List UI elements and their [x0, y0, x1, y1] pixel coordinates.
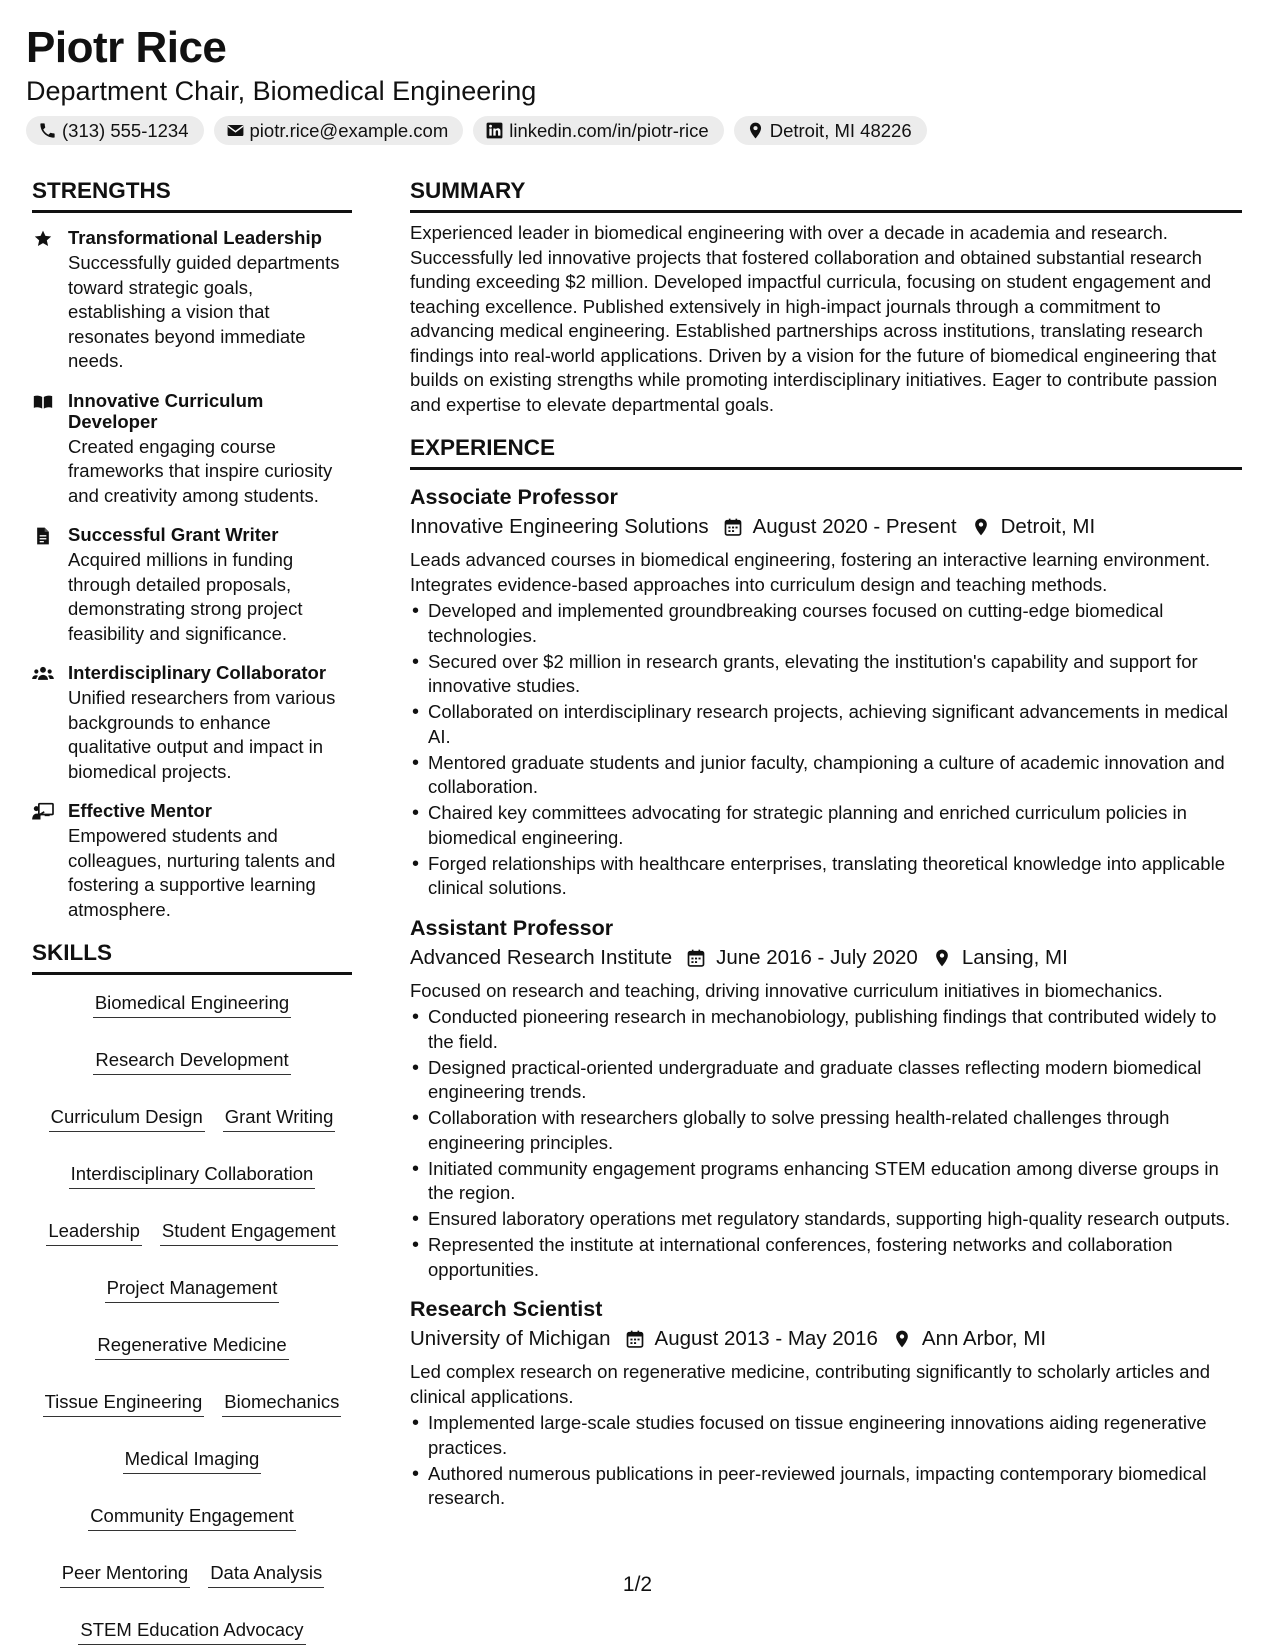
skill-tag: Tissue Engineering	[43, 1390, 205, 1417]
job-location: Lansing, MI	[961, 945, 1068, 969]
star-icon	[32, 227, 56, 374]
list-item: • Represented the institute at international conferences, fostering networks and collaboration opportunities.	[410, 1233, 1242, 1282]
strength-item	[32, 524, 352, 646]
job-description: Leads advanced courses in biomedical engineering, fostering an interactive learning environment. Integrates evidence-based approaches into curriculum design and teaching methods.	[410, 549, 1211, 595]
summary-text: Experienced leader in biomedical engineering with over a decade in academia and research. Successfully led innovative projects that fostered collaboration and obtained substantial research funding exceeding $2 million. Developed impactful curricula, focusing on student engagement and teaching excellence. Published extensively in high-impact journals through a commitment to advancing medical engineering. Established partnerships across institutions, translating research findings into real-world applications. Driven by a vision for the future of biomedical engineering that builds on existing strengths while promoting interdisciplinary initiatives. Eager to contribute passion and expertise to elevate departmental goals.	[410, 222, 1218, 415]
strengths-section	[32, 176, 352, 922]
job-location: Detroit, MI	[1000, 515, 1096, 538]
resume-header	[26, 22, 1246, 145]
contact-email-text: piotr.rice@example.com	[249, 119, 449, 141]
contact-linkedin[interactable]	[473, 116, 723, 145]
skill-tag: Grant Writing	[223, 1105, 336, 1132]
calendar-icon	[625, 1329, 655, 1349]
experience-heading: EXPERIENCE	[410, 433, 1242, 470]
contact-location-text: Detroit, MI 48226	[769, 119, 912, 141]
map-pin-icon	[971, 517, 1001, 537]
job-entry	[410, 1296, 1242, 1511]
strength-description: Acquired millions in funding through detailed proposals, demonstrating strong project feasibility and significance.	[68, 549, 303, 644]
linkedin-icon	[485, 121, 504, 140]
strength-description: Unified researchers from various backgrounds to enhance qualitative output and impact in biomedical projects.	[68, 687, 336, 782]
skills-heading: SKILLS	[32, 938, 352, 975]
job-meta	[410, 1325, 1242, 1353]
list-item: • Collaboration with researchers globally to solve pressing health-related challenges through engineering principles.	[410, 1106, 1242, 1155]
skill-tag: Research Development	[93, 1048, 290, 1075]
calendar-icon	[723, 517, 753, 537]
strength-title: Innovative Curriculum Developer	[68, 389, 264, 432]
strength-item	[32, 390, 352, 509]
strength-title: Successful Grant Writer	[68, 524, 279, 545]
map-pin-icon	[746, 121, 765, 140]
list-item: • Initiated community engagement programs enhancing STEM education among diverse groups in the region.	[410, 1157, 1242, 1206]
job-dates: August 2013 - May 2016	[654, 1327, 878, 1350]
teacher-icon	[32, 800, 56, 922]
contact-linkedin-text: linkedin.com/in/piotr-rice	[509, 119, 709, 141]
job-title: Assistant Professor	[410, 915, 614, 940]
skill-tag: Peer Mentoring	[60, 1561, 190, 1588]
job-meta	[410, 944, 1242, 972]
contact-phone-text: (313) 555-1234	[62, 119, 189, 141]
users-icon	[32, 662, 56, 784]
map-pin-icon	[892, 1329, 922, 1349]
strength-item	[32, 800, 352, 922]
list-item: • Mentored graduate students and junior faculty, championing a culture of academic innovation and collaboration.	[410, 751, 1242, 800]
skill-tag: Data Analysis	[208, 1561, 324, 1588]
skill-tag: Leadership	[46, 1219, 142, 1246]
skills-section	[32, 938, 352, 1645]
phone-icon	[38, 121, 57, 140]
list-item: • Ensured laboratory operations met regulatory standards, supporting high-quality research outputs.	[410, 1207, 1242, 1232]
strength-title: Transformational Leadership	[68, 227, 322, 248]
skill-tag: Project Management	[105, 1276, 280, 1303]
experience-section	[410, 433, 1242, 1511]
list-item: • Conducted pioneering research in mechanobiology, publishing findings that contributed widely to the field.	[410, 1005, 1242, 1054]
job-bullets	[410, 599, 1242, 901]
job-dates: June 2016 - July 2020	[716, 945, 918, 969]
job-title: Associate Professor	[410, 485, 618, 509]
skill-tag: Curriculum Design	[49, 1105, 205, 1132]
job-company: Advanced Research Institute	[410, 945, 673, 969]
strength-item	[32, 662, 352, 784]
job-location: Ann Arbor, MI	[921, 1327, 1047, 1350]
list-item: • Authored numerous publications in peer-reviewed journals, impacting contemporary biomedical research.	[410, 1462, 1242, 1511]
list-item: • Implemented large-scale studies focused on tissue engineering innovations aiding regenerative practices.	[410, 1411, 1242, 1460]
skill-tag: Medical Imaging	[123, 1447, 262, 1474]
map-pin-icon	[932, 948, 962, 968]
job-description: Focused on research and teaching, driving innovative curriculum initiatives in biomechanics.	[410, 979, 1163, 1001]
job-dates: August 2020 - Present	[752, 515, 957, 538]
envelope-icon	[226, 121, 245, 140]
strength-description: Created engaging course frameworks that inspire curiosity and creativity among students.	[68, 435, 333, 506]
job-company: Innovative Engineering Solutions	[410, 515, 709, 538]
summary-heading: SUMMARY	[410, 176, 1242, 213]
list-item: • Designed practical-oriented undergraduate and graduate classes reflecting modern biomedical engineering trends.	[410, 1056, 1242, 1105]
job-entry	[410, 915, 1242, 1283]
list-item: • Secured over $2 million in research grants, elevating the institution's capability and support for innovative studies.	[410, 650, 1242, 699]
job-title: Research Scientist	[410, 1297, 603, 1321]
list-item: • Collaborated on interdisciplinary research projects, achieving significant advancements in medical AI.	[410, 700, 1242, 749]
skill-tag: Biomedical Engineering	[93, 991, 291, 1018]
strengths-heading: STRENGTHS	[32, 176, 352, 213]
candidate-title: Department Chair, Biomedical Engineering	[26, 76, 537, 106]
contact-phone[interactable]	[26, 116, 204, 145]
job-bullets	[410, 1411, 1242, 1511]
skill-tag: Regenerative Medicine	[95, 1333, 288, 1360]
strength-item	[32, 227, 352, 374]
contact-email[interactable]	[214, 116, 464, 145]
strength-description: Empowered students and colleagues, nurturing talents and fostering a supportive learning atmosphere.	[68, 825, 336, 920]
skill-tag: Community Engagement	[88, 1504, 296, 1531]
candidate-name: Piotr Rice	[26, 23, 227, 72]
left-column	[32, 176, 352, 1645]
skills-list	[32, 991, 352, 1645]
job-description: Led complex research on regenerative medicine, contributing significantly to scholarly articles and clinical applications.	[410, 1361, 1211, 1407]
skill-tag: Biomechanics	[222, 1390, 341, 1417]
right-column	[410, 176, 1242, 1512]
list-item: • Developed and implemented groundbreaking courses focused on cutting-edge biomedical technologies.	[410, 599, 1242, 648]
skill-tag: Student Engagement	[160, 1219, 338, 1246]
skill-tag: Interdisciplinary Collaboration	[69, 1162, 316, 1189]
strength-description: Successfully guided departments toward strategic goals, establishing a vision that resonates beyond immediate needs.	[68, 252, 340, 371]
calendar-icon	[686, 948, 716, 968]
page-number: 1/2	[622, 1573, 653, 1596]
contact-bar	[26, 116, 1246, 145]
job-bullets	[410, 1005, 1242, 1282]
strength-title: Interdisciplinary Collaborator	[68, 662, 327, 683]
list-item: • Forged relationships with healthcare enterprises, translating theoretical knowledge into applicable clinical solutions.	[410, 852, 1242, 901]
document-icon	[32, 524, 56, 646]
summary-section	[410, 176, 1242, 417]
strength-title: Effective Mentor	[68, 800, 212, 821]
skill-tag: STEM Education Advocacy	[78, 1618, 305, 1645]
job-meta	[410, 513, 1242, 541]
book-icon	[32, 390, 56, 509]
job-entry	[410, 484, 1242, 901]
contact-location[interactable]	[734, 116, 927, 145]
job-company: University of Michigan	[410, 1327, 611, 1350]
list-item: • Chaired key committees advocating for strategic planning and enriched curriculum policies in biomedical engineering.	[410, 801, 1242, 850]
